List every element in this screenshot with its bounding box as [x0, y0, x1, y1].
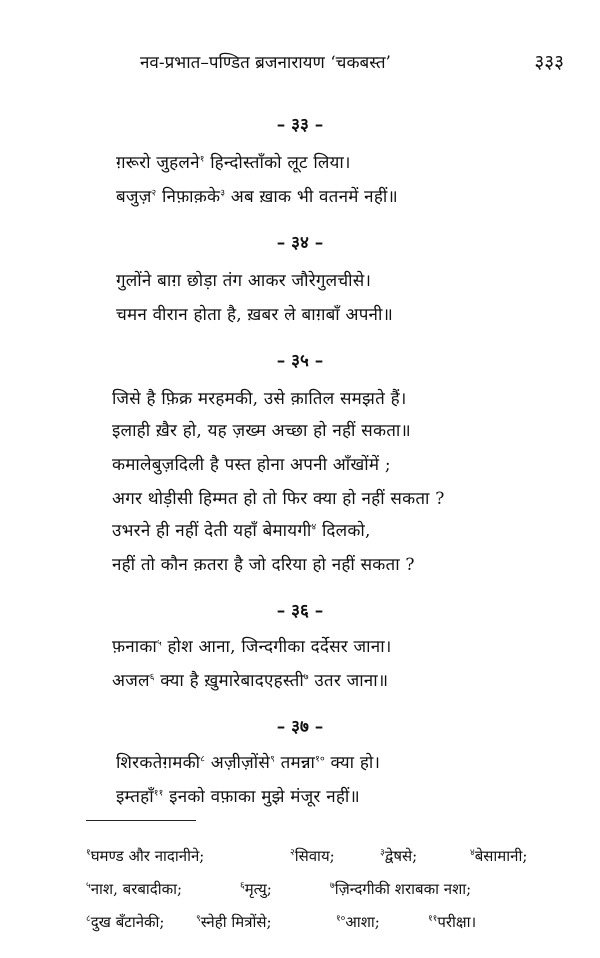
verse-line: अगर थोड़ीसी हिम्मत हो तो फिर क्या हो नहीं सकता ?: [112, 489, 445, 509]
footnote-ref: ५: [157, 638, 162, 649]
footnote: $^९$स्नेही मित्रोंसे;: [196, 913, 272, 931]
footnote-ref: १: [199, 154, 205, 165]
footnote-ref: ९: [270, 754, 275, 765]
verse-line: शिरकतेग़मकी$^८$ अज़ीज़ोंसे$^९$ तमन्ना$^{१०}$ क्या हो।: [116, 753, 381, 773]
footnote: $^७$ज़िन्दगीकी शराबका नशा;: [330, 880, 472, 898]
footnote-ref: ८: [200, 754, 206, 765]
footnote: $^{१०}$आशा;: [336, 913, 380, 931]
verse-line: नहीं तो कौन क़तरा है जो दरिया हो नहीं सकता ?: [112, 555, 415, 575]
footnote-ref: १०: [315, 754, 325, 765]
footnote-ref: ३: [220, 188, 226, 199]
section-number: – ३७ –: [276, 717, 324, 737]
footnote-ref: ४: [311, 522, 317, 533]
running-title: नव-प्रभात–पण्डित ब्रजनारायण ‘चकबस्त’: [140, 53, 391, 73]
section-number: – ३४ –: [276, 233, 324, 253]
verse-line: इलाही ख़ैर हो, यह ज़ख्म अच्छा हो नहीं सकता॥: [112, 421, 411, 441]
page-number: ३३३: [534, 51, 564, 73]
footnote: $^८$दुख बँटानेकी;: [86, 913, 165, 931]
verse-line: बजुज़$^२$ निफ़ाक़के$^३$ अब ख़ाक भी वतनमें नहीं॥: [116, 187, 398, 207]
section-number: – ३३ –: [276, 115, 324, 135]
footnote-ref: ७: [303, 672, 309, 683]
verse-line: अजल$^६$ क्या है ख़ुमारेबादएहस्ती$^७$ उतर जाना॥: [112, 671, 389, 691]
footnote: $^{११}$परीक्षा।: [428, 913, 477, 931]
verse-line: उभरने ही नहीं देती यहाँ बेमायगी$^४$ दिलको,: [112, 521, 371, 541]
footnote-divider: [86, 820, 196, 821]
footnote-ref: २: [151, 188, 157, 199]
footnote: $^२$सिवाय;: [290, 847, 335, 865]
page-header: [0, 48, 600, 78]
footnote-row: [0, 912, 600, 938]
footnote: $^५$नाश, बरबादीका;: [86, 880, 183, 898]
verse-line: गुलोंने बाग़ छोड़ा तंग आकर जौरेगुलचीसे।: [116, 271, 372, 291]
verse-line: चमन वीरान होता है, ख़बर ले बाग़बाँ अपनी॥: [116, 305, 393, 325]
verse-line: इम्तहाँ$^{११}$ इनको वफ़ाका मुझे मंजूर नहीं॥: [116, 787, 360, 807]
verse-line: जिसे है फ़िक्र मरहमकी, उसे क़ातिल समझते हैं।: [112, 389, 407, 409]
footnote-row: [0, 879, 600, 905]
section-number: – ३६ –: [276, 601, 324, 621]
verse-line: ग़रूरो जुहलने$^१$ हिन्दोस्ताँको लूट लिया।: [116, 153, 351, 173]
section-number: – ३५ –: [276, 351, 324, 371]
footnote-ref: ११: [153, 788, 164, 799]
footnote: $^३$द्वेषसे;: [380, 847, 418, 865]
footnote-row: [0, 846, 600, 872]
footnote: $^१$घमण्ड और नादानीने;: [86, 847, 205, 865]
footnote-ref: ६: [149, 672, 155, 683]
footnote: $^४$बेसामानी;: [470, 847, 528, 865]
verse-line: फ़नाका$^५$ होश आना, जिन्दगीका दर्देसर जाना।: [112, 637, 392, 657]
footnote: $^६$मृत्यु;: [240, 880, 272, 898]
verse-line: कमालेबुज़दिली है पस्त होना अपनी आँखोंमें ;: [112, 455, 391, 475]
